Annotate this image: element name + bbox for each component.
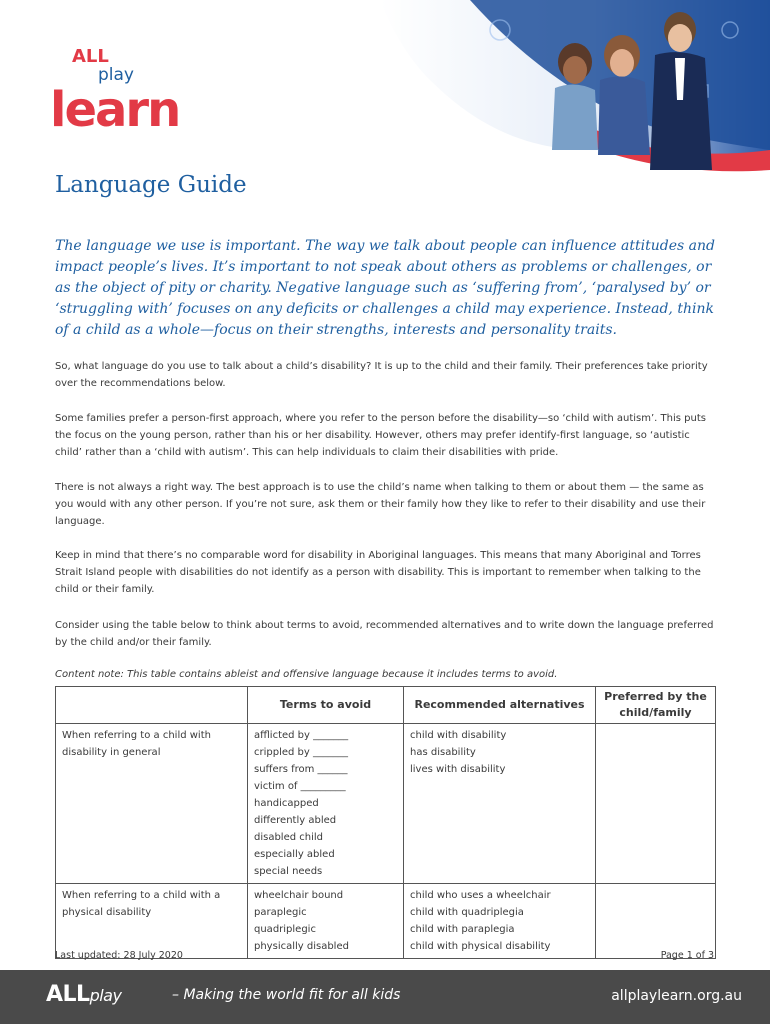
alternative-term: has disability xyxy=(410,747,476,758)
table-cell-alternatives xyxy=(404,884,596,959)
table-header-preferred: Preferred by the child/family xyxy=(596,687,716,724)
avoid-term: quadriplegic xyxy=(254,924,316,935)
table-cell-context: When referring to a child with a physical disability xyxy=(56,884,248,959)
avoid-term: especially abled xyxy=(254,849,335,860)
alternative-term: child with physical disability xyxy=(410,941,551,952)
language-table xyxy=(55,686,716,959)
avoid-term: afflicted by _______ xyxy=(254,730,349,741)
avoid-term: physically disabled xyxy=(254,941,349,952)
alternative-term: lives with disability xyxy=(410,764,506,775)
alternative-term: child with disability xyxy=(410,730,507,741)
table-header-terms-to-avoid: Terms to avoid xyxy=(248,687,404,724)
footer-logo xyxy=(46,982,121,1007)
table-row xyxy=(56,724,716,884)
avoid-term: wheelchair bound xyxy=(254,890,344,901)
paragraph: Consider using the table below to think about terms to avoid, recommended alternatives and to write down the language preferred by the child and/or their family. xyxy=(55,620,714,648)
paragraph: Keep in mind that there’s no comparable word for disability in Aboriginal languages. This means that many Aboriginal and Torres Strait Island people with disabilities do not identify as a person with disability. This is important to remember when talking to the child or their family. xyxy=(55,550,701,595)
content-note: Content note: This table contains ableist and offensive language because it includes terms to avoid. xyxy=(55,669,558,680)
table-header-row xyxy=(56,687,716,724)
footer-website-link[interactable]: allplaylearn.org.au xyxy=(611,988,742,1004)
avoid-term: suffers from ______ xyxy=(254,764,348,775)
logo-all-text: ALL xyxy=(72,46,109,67)
logo-play-text: play xyxy=(98,65,134,85)
table-row xyxy=(56,884,716,959)
allplay-learn-logo xyxy=(50,38,210,138)
table-header-context xyxy=(56,687,248,724)
page-title: Language Guide xyxy=(55,172,247,198)
footer-logo-all: ALL xyxy=(46,982,90,1007)
last-updated: Last updated: 28 July 2020 xyxy=(55,950,183,961)
paragraph: So, what language do you use to talk about a child’s disability? It is up to the child and their family. Their preferences take priority over the recommendations below. xyxy=(55,361,708,389)
footer-tagline: – Making the world fit for all kids xyxy=(172,987,401,1003)
paragraph: Some families prefer a person-first approach, where you refer to the person before the disability—so ‘child with autism’. This puts the focus on the young person, rather than his or her disability. However, others may prefer identify-first language, so ‘autistic child’ rather than a ‘child with autism’. This can help individuals to claim their disabilities with pride. xyxy=(55,413,706,458)
avoid-term: crippled by _______ xyxy=(254,747,348,758)
page-number: Page 1 of 3 xyxy=(660,950,714,961)
footer-logo-play: play xyxy=(89,986,122,1005)
alternative-term: child who uses a wheelchair xyxy=(410,890,551,901)
avoid-term: disabled child xyxy=(254,832,324,843)
logo-learn-text: learn xyxy=(50,82,180,138)
avoid-term: victim of _________ xyxy=(254,781,346,792)
avoid-term: paraplegic xyxy=(254,907,307,918)
intro-paragraph: The language we use is important. The way we talk about people can influence attitudes and impact people’s lives. It’s important to not speak about others as problems or challenges, or as the object of pity or charity. Negative language such as ‘suffering from’, ‘paralysed by’ or ‘struggling with’ focuses on any deficits or challenges a child may experience. Instead, think of a child as a whole—focus on their strengths, interests and personality traits. xyxy=(55,238,715,338)
table-cell-context: When referring to a child with disability in general xyxy=(56,724,248,884)
alternative-term: child with quadriplegia xyxy=(410,907,524,918)
avoid-term: handicapped xyxy=(254,798,319,809)
table-cell-preferred[interactable] xyxy=(596,724,716,884)
avoid-term: special needs xyxy=(254,866,323,877)
table-cell-avoid xyxy=(248,724,404,884)
table-header-alternatives: Recommended alternatives xyxy=(404,687,596,724)
paragraph: There is not always a right way. The best approach is to use the child’s name when talking to them or about them — the same as you would with any other person. If you’re not sure, ask them or their family how they like to refer to their disability and use their language. xyxy=(55,482,706,527)
table-cell-preferred[interactable] xyxy=(596,884,716,959)
alternative-term: child with paraplegia xyxy=(410,924,515,935)
table-cell-avoid xyxy=(248,884,404,959)
table-cell-alternatives xyxy=(404,724,596,884)
avoid-term: differently abled xyxy=(254,815,337,826)
